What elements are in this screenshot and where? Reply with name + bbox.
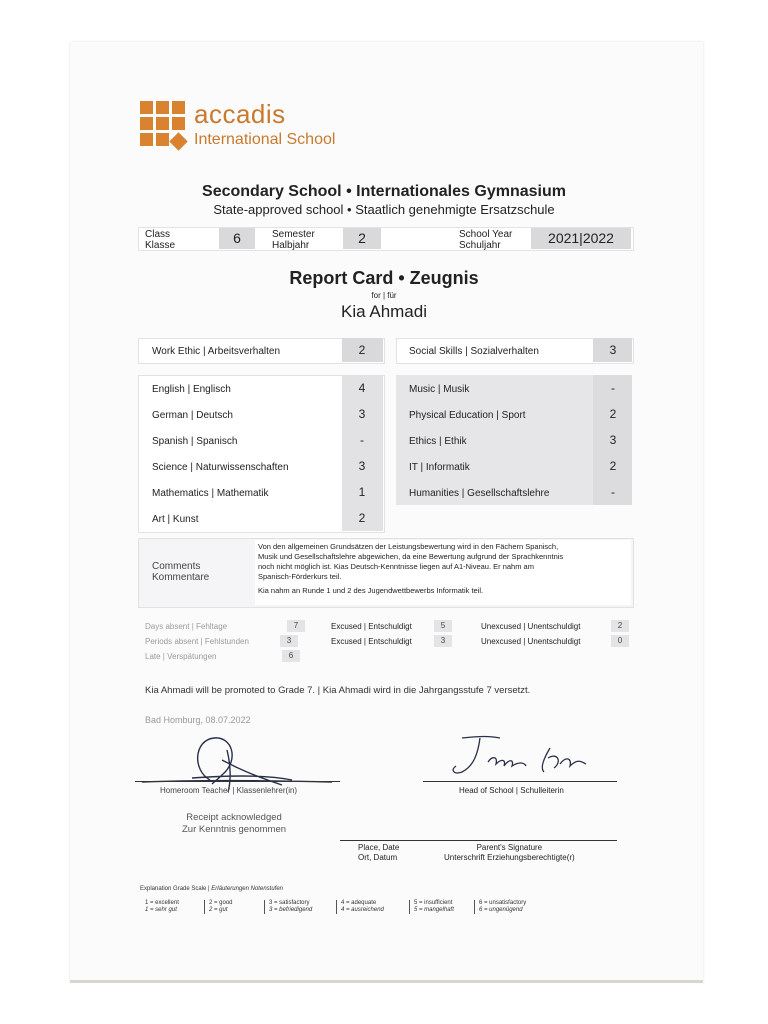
- grade-scale-divider: [409, 900, 410, 914]
- parent-signature-label: Parent's Signature Unterschrift Erziehungsberechtigte(r): [444, 843, 575, 862]
- subject-grade: 2: [609, 407, 617, 421]
- subjects-left-grade-column: [342, 375, 383, 531]
- school-title: Secondary School • Internationales Gymnasium: [202, 183, 566, 200]
- grade-scale-divider: [264, 900, 265, 914]
- place-date-label: Place, Date Ort, Datum: [358, 843, 400, 862]
- work-ethic-grade: 2: [358, 343, 366, 357]
- homeroom-teacher-label: Homeroom Teacher | Klassenlehrer(in): [160, 786, 298, 795]
- subject-label: Physical Education | Sport: [409, 410, 526, 421]
- unexcused-days-label: Unexcused | Unentschuldigt: [481, 622, 581, 631]
- unexcused-days-value: 2: [611, 620, 629, 632]
- subject-label: Mathematics | Mathematik: [152, 488, 269, 499]
- head-of-school-signature-line: [423, 781, 617, 782]
- school-year-label: School Year Schuljahr: [459, 229, 513, 251]
- brand-name: accadis: [194, 99, 286, 129]
- subject-label: Science | Naturwissenschaften: [152, 462, 289, 473]
- report-title: Report Card • Zeugnis: [289, 268, 479, 288]
- comments-label: Comments Kommentare: [152, 561, 210, 583]
- grade-scale-item: 6 = unsatisfactory 6 = ungenügend: [479, 900, 527, 913]
- subject-grade: 1: [358, 485, 366, 499]
- grade-scale-item: 1 = excellent 1 = sehr gut: [145, 900, 179, 913]
- subject-grade: 3: [358, 459, 366, 473]
- grade-scale-divider: [474, 900, 475, 914]
- grade-scale-item: 5 = insufficient 5 = mangelhaft: [414, 900, 454, 913]
- accadis-logo-icon: [140, 101, 186, 153]
- late-value: 6: [282, 650, 300, 662]
- subject-grade: -: [611, 485, 615, 499]
- report-place-date: Bad Homburg, 08.07.2022: [145, 715, 251, 725]
- late-label: Late | Verspätungen: [145, 652, 217, 661]
- semester-value: 2: [343, 228, 381, 249]
- subject-label: Humanities | Gesellschaftslehre: [409, 488, 550, 499]
- subject-grade: -: [360, 433, 364, 447]
- subject-label: IT | Informatik: [409, 462, 470, 473]
- grade-scale-divider: [204, 900, 205, 914]
- social-skills-label: Social Skills | Sozialverhalten: [409, 346, 539, 357]
- periods-absent-label: Periods absent | Fehlstunden: [145, 637, 249, 646]
- subject-label: English | Englisch: [152, 384, 231, 395]
- page-edge: [70, 980, 703, 983]
- subject-label: Art | Kunst: [152, 514, 199, 525]
- subject-label: Spanish | Spanisch: [152, 436, 238, 447]
- subject-grade: 4: [358, 381, 366, 395]
- grade-scale-divider: [336, 900, 337, 914]
- subject-grade: 2: [358, 511, 366, 525]
- grade-scale-item: 3 = satisfactory 3 = befriedigend: [269, 900, 313, 913]
- grade-scale-item: 4 = adequate 4 = ausreichend: [341, 900, 384, 913]
- subject-grade: -: [611, 381, 615, 395]
- excused-days-label: Excused | Entschuldigt: [331, 622, 412, 631]
- comments-text: Von den allgemeinen Grundsätzen der Leistungsbewertung wird in den Fächern Spanisch, Musik und Gesellschaftslehre abgewichen, da eine Bewertung aufgrund der Sprachkenntnis noch nicht möglich ist. Kias Deutsch-Kenntnisse liegen auf A1-Niveau. Er nahm am Spanisch-Förderkurs teil. Kia nahm an Runde 1 und 2 des Jugendwettbewerbs Informatik teil.: [258, 542, 564, 595]
- days-absent-value: 7: [287, 620, 305, 632]
- parent-signature-line: [340, 840, 617, 841]
- student-name: Kia Ahmadi: [341, 302, 427, 321]
- periods-absent-value: 3: [280, 635, 298, 647]
- unexcused-periods-label: Unexcused | Unentschuldigt: [481, 637, 581, 646]
- school-subtitle: State-approved school • Staatlich genehmigte Ersatzschule: [213, 202, 555, 217]
- subject-grade: 2: [609, 459, 617, 473]
- subject-label: Music | Musik: [409, 384, 470, 395]
- head-of-school-label: Head of School | Schulleiterin: [459, 786, 564, 795]
- excused-periods-label: Excused | Entschuldigt: [331, 637, 412, 646]
- subject-grade: 3: [358, 407, 366, 421]
- for-label: for | für: [371, 291, 397, 300]
- semester-label: Semester Halbjahr: [272, 229, 315, 251]
- excused-periods-value: 3: [434, 635, 452, 647]
- subject-label: Ethics | Ethik: [409, 436, 467, 447]
- unexcused-periods-value: 0: [611, 635, 629, 647]
- promotion-text: Kia Ahmadi will be promoted to Grade 7. | Kia Ahmadi wird in die Jahrgangsstufe 7 versetzt.: [145, 685, 531, 696]
- receipt-acknowledged: Receipt acknowledged Zur Kenntnis genommen: [182, 812, 287, 835]
- subject-label: German | Deutsch: [152, 410, 233, 421]
- work-ethic-label: Work Ethic | Arbeitsverhalten: [152, 346, 281, 357]
- grade-scale-item: 2 = good 2 = gut: [209, 900, 233, 913]
- brand-subtitle: International School: [194, 131, 336, 148]
- subject-grade: 3: [609, 433, 617, 447]
- class-label: Class Klasse: [145, 229, 176, 251]
- social-skills-grade: 3: [609, 343, 617, 357]
- excused-days-value: 5: [434, 620, 452, 632]
- grade-scale-title: Explanation Grade Scale | Erläuterungen Notenstufen: [140, 886, 283, 892]
- homeroom-signature-line: [135, 781, 340, 782]
- days-absent-label: Days absent | Fehltage: [145, 622, 228, 631]
- head-of-school-signature: [440, 728, 610, 783]
- class-value: 6: [219, 228, 255, 249]
- school-year-value: 2021|2022: [531, 228, 631, 249]
